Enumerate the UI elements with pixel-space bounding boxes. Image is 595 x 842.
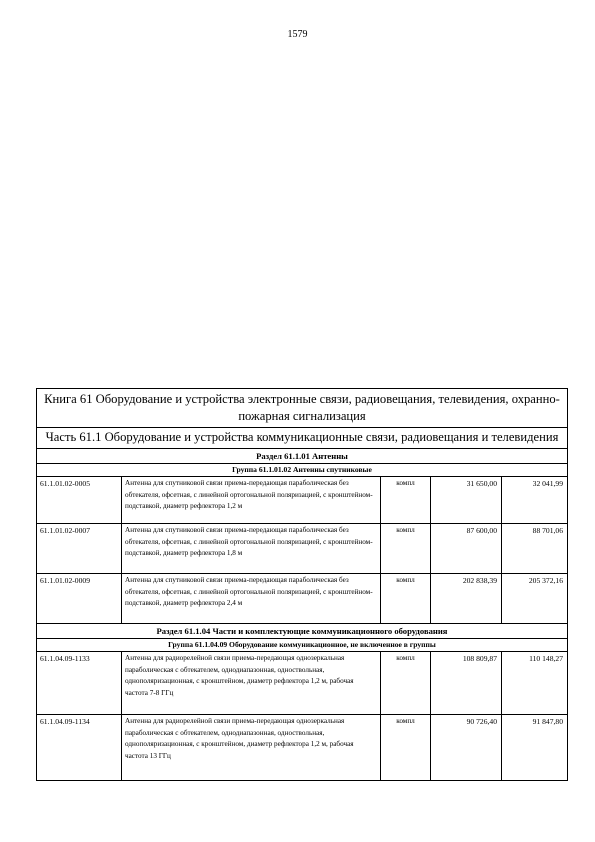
price-table bbox=[36, 388, 568, 781]
item-description: Антенна для спутниковой связи приема-передающая параболическая без обтекателя, офсетная, с линейной ортогональной поляризацией, с кронштейном-подставкой, диаметр рефлектора 1,8 м bbox=[122, 524, 381, 574]
item-price-1: 90 726,40 bbox=[431, 715, 502, 781]
page-number: 1579 bbox=[287, 29, 308, 40]
section-row bbox=[37, 449, 568, 464]
section-title: Раздел 61.1.01 Антенны bbox=[37, 449, 568, 464]
item-price-1: 87 600,00 bbox=[431, 524, 502, 574]
item-price-2: 110 148,27 bbox=[502, 652, 568, 715]
book-title: Книга 61 Оборудование и устройства электронные связи, радиовещания, телевидения, охранно-пожарная сигнализация bbox=[37, 389, 568, 428]
item-price-1: 31 650,00 bbox=[431, 477, 502, 524]
item-description: Антенна для спутниковой связи приема-передающая параболическая без обтекателя, офсетная, с линейной ортогональной поляризацией, с кронштейном-подставкой, диаметр рефлектора 2,4 м bbox=[122, 574, 381, 624]
item-price-1: 202 838,39 bbox=[431, 574, 502, 624]
book-title-row bbox=[37, 389, 568, 428]
item-unit: компл bbox=[381, 477, 431, 524]
part-title-row bbox=[37, 428, 568, 449]
item-unit: компл bbox=[381, 574, 431, 624]
table-row bbox=[37, 477, 568, 524]
table-row bbox=[37, 652, 568, 715]
item-code: 61.1.01.02-0007 bbox=[37, 524, 122, 574]
item-price-2: 205 372,16 bbox=[502, 574, 568, 624]
item-code: 61.1.04.09-1134 bbox=[37, 715, 122, 781]
group-title: Группа 61.1.01.02 Антенны спутниковые bbox=[37, 464, 568, 477]
item-price-1: 108 809,87 bbox=[431, 652, 502, 715]
item-description: Антенна для радиорелейной связи приема-передающая однозеркальная параболическая с обтекателем, однодиапазонная, одноствольная, однополяризационная, с кронштейном, диаметр рефлектора 1,2 м, рабочая частота 13 ГГц bbox=[122, 715, 381, 781]
part-title: Часть 61.1 Оборудование и устройства коммуникационные связи, радиовещания и телевидения bbox=[37, 428, 568, 449]
item-code: 61.1.01.02-0005 bbox=[37, 477, 122, 524]
group-row bbox=[37, 639, 568, 652]
item-unit: компл bbox=[381, 715, 431, 781]
group-title: Группа 61.1.04.09 Оборудование коммуникационное, не включенное в группы bbox=[37, 639, 568, 652]
table-row bbox=[37, 715, 568, 781]
section-row bbox=[37, 624, 568, 639]
table-row bbox=[37, 574, 568, 624]
item-price-2: 88 701,06 bbox=[502, 524, 568, 574]
item-price-2: 91 847,80 bbox=[502, 715, 568, 781]
item-price-2: 32 041,99 bbox=[502, 477, 568, 524]
item-description: Антенна для спутниковой связи приема-передающая параболическая без обтекателя, офсетная, с линейной ортогональной поляризацией, с кронштейном-подставкой, диаметр рефлектора 1,2 м bbox=[122, 477, 381, 524]
section-title: Раздел 61.1.04 Части и комплектующие коммуникационного оборудования bbox=[37, 624, 568, 639]
item-description: Антенна для радиорелейной связи приема-передающая однозеркальная параболическая с обтекателем, однодиапазонная, одноствольная, однополяризационная, с кронштейном, диаметр рефлектора 1,2 м, рабочая частота 7-8 ГГц bbox=[122, 652, 381, 715]
item-unit: компл bbox=[381, 524, 431, 574]
item-unit: компл bbox=[381, 652, 431, 715]
group-row bbox=[37, 464, 568, 477]
table-row bbox=[37, 524, 568, 574]
item-code: 61.1.04.09-1133 bbox=[37, 652, 122, 715]
item-code: 61.1.01.02-0009 bbox=[37, 574, 122, 624]
